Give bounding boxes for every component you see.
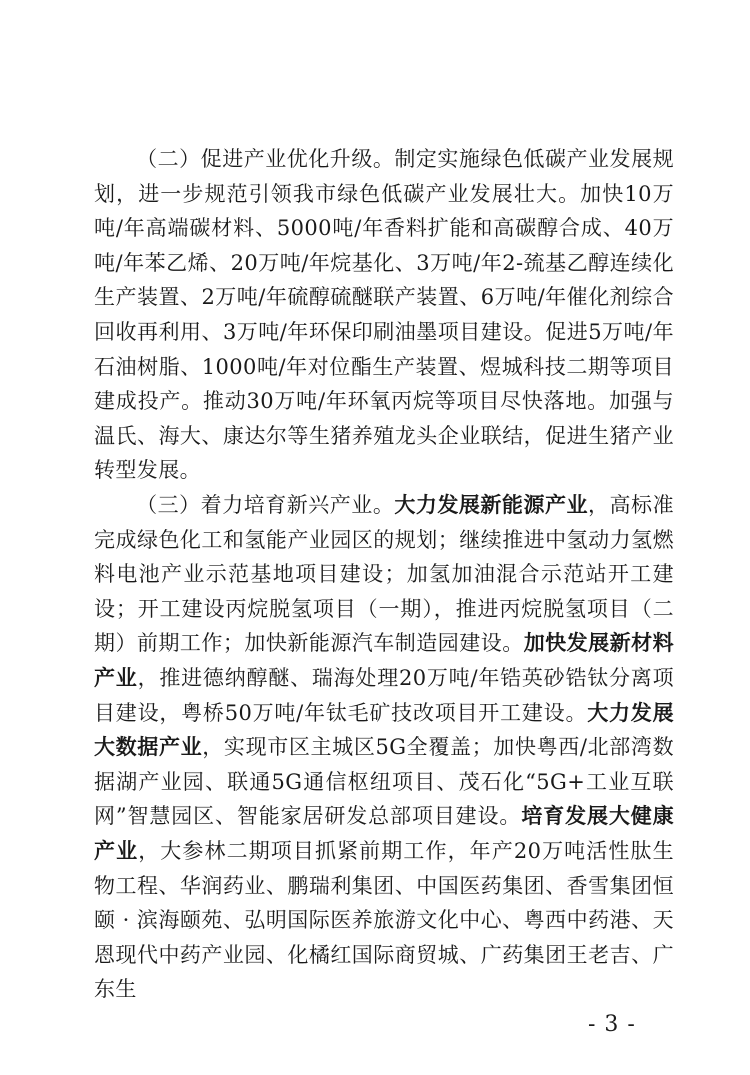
bold-new-materials: 加快发展新材料产业 [94,630,674,690]
paragraph-emerging-industries [94,488,674,1007]
paragraph-text: ，推进德纳醇醚、瑞海处理20万吨/年锆英砂锆钛分离项目建设，粤桥50万吨/年钛毛矿技改项目开工建设。 [94,665,674,725]
bold-big-health: 培育发展大健康产业 [94,803,675,863]
bold-new-energy: 大力发展新能源产业 [394,492,589,517]
paragraph-text: ，实现市区主城区5G全覆盖；加快粤西/北部湾数据湖产业园、联通5G通信枢纽项目、茂石化“5G+工业互联网”智慧园区、智能家居研发总部项目建设。 [94,735,674,829]
paragraph-text: ，大参林二期项目抓紧前期工作，年产20万吨活性肽生物工程、华润药业、鹏瑞利集团、中国医药集团、香雪集团恒颐 · 滨海颐苑、弘明国际医养旅游文化中心、粤西中药港、天恩现代中药产业园、化橘红国际商贸城、广药集团王老吉、广东生 [94,838,674,1002]
paragraph-text: （二）促进产业优化升级。制定实施绿色低碳产业发展规划，进一步规范引领我市绿色低碳产业发展壮大。加快10万吨/年高端碳材料、5000吨/年香料扩能和高碳醇合成、40万吨/年苯乙烯、20万吨/年烷基化、3万吨/年2-巯基乙醇连续化生产装置、2万吨/年硫醇硫醚联产装置、6万吨/年催化剂综合回收再利用、3万吨/年环保印刷油墨项目建设。促进5万吨/年石油树脂、1000吨/年对位酯生产装置、煜城科技二期等项目建成投产。推动30万吨/年环氧丙烷等项目尽快落地。加强与温氏、海大、康达尔等生猪养殖龙头企业联结，促进生猪产业转型发展。 [94,147,674,483]
section-heading-text: （三）着力培育新兴产业。 [136,493,395,517]
bold-big-data: 大力发展大数据产业 [94,699,674,760]
page-number: - 3 - [588,1012,636,1037]
paragraph-text: ，高标准完成绿色化工和氢能产业园区的规划；继续推进中氢动力氢燃料电池产业示范基地项目建设；加氢加油混合示范站开工建设；开工建设丙烷脱氢项目（一期），推进丙烷脱氢项目（二期）前期工作；加快新能源汽车制造园建设。 [94,493,674,656]
paragraph-industry-upgrade [94,142,674,488]
